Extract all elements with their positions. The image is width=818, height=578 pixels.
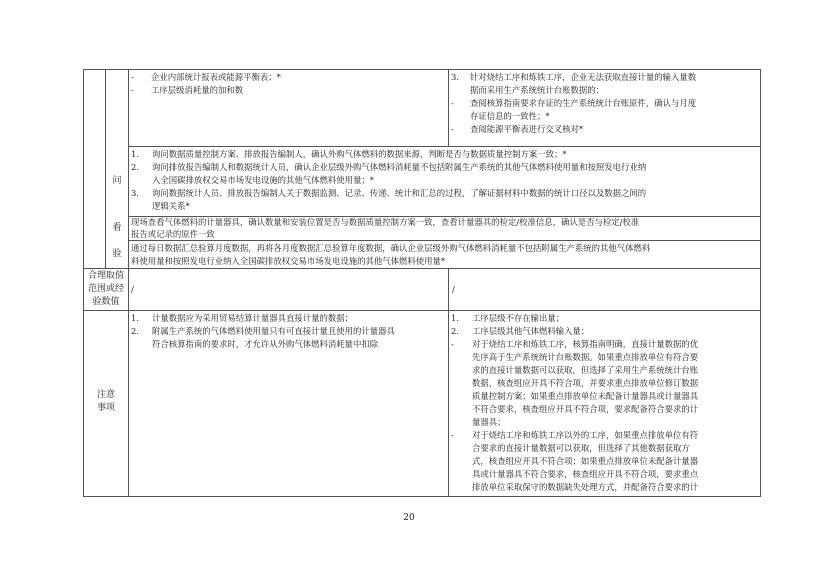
row-label: 范围或经 <box>87 284 124 294</box>
text-line: 据而采用生产系统统计台账数据的： <box>470 85 604 95</box>
text-line: 计量数据应为采用贸易结算计量器具直接计量的数据； <box>152 313 353 323</box>
text-line: 具或计量器具不符合要求，核查组应开具不符合项，要求重点 <box>472 469 699 479</box>
bullet-mark: - <box>451 124 454 134</box>
text-line: 对于烧结工序和炼铁工序以外的工序，如果重点排放单位有符 <box>472 430 699 440</box>
item-number: 2. <box>451 326 459 336</box>
text-line: 符合核算指南的要求时，才允许从外购气体燃料消耗量中扣除 <box>152 339 379 349</box>
text-line: 通过每日数据汇总验算月度数据，再将各月度数据汇总验算年度数据，确认企业层级外购气体燃料消耗量不包括附属生产系统的其他气体燃料 <box>131 243 651 253</box>
text-line: 现场查看气体燃料的计量器具，确认数量和安装位置是否与数据质量控制方案一致，查看计量器具的检定/校准信息，确认是否与检定/校准 <box>131 217 640 227</box>
text-line: 报告或记录的原件一致 <box>131 229 215 239</box>
text-line: 数据，核查组应开具不符合项，并要求重点排放单位修订数据 <box>472 378 699 388</box>
text-line: 工序层级不存在输出量； <box>472 313 565 323</box>
row-label: 注意 <box>96 390 115 400</box>
text-line: 询问排放报告编制人和数据统计人员，确认企业层级外购气体燃料消耗量不包括附属生产系统的其他气体燃料使用量和按照发电行业纳 <box>152 162 647 172</box>
item-number: 2. <box>131 326 139 336</box>
text-line: 针对烧结工序和炼铁工序，企业无法获取直接计量的输入量数 <box>470 72 697 82</box>
cell-value: / <box>452 284 455 294</box>
text-line: 质量控制方案；如果重点排放单位未配备计量器具或计量器具 <box>472 391 699 401</box>
bullet-mark: - <box>451 339 454 349</box>
text-line: 求的直接计量数据可以获取，但选择了采用生产系统统计台账 <box>472 365 699 375</box>
cell-value: / <box>131 284 134 294</box>
bullet-mark: - <box>131 72 134 82</box>
row-label: 验数值 <box>92 297 120 307</box>
item-number: 3. <box>451 72 459 82</box>
text-line: 入全国碳排放权交易市场发电设施的其他气体燃料使用量；* <box>152 175 374 185</box>
bullet-mark: - <box>131 85 134 95</box>
text-line: 查阅能源平衡表进行交叉核对* <box>470 124 584 134</box>
bullet-mark: - <box>451 98 454 108</box>
text-line: 不符合要求，核查组应开具不符合项，要求配备符合要求的计 <box>472 404 699 414</box>
ask-label: 问 <box>112 176 122 186</box>
item-number: 3. <box>131 188 139 198</box>
item-number: 2. <box>131 162 139 172</box>
item-number: 1. <box>131 313 139 323</box>
text-line: 合要求的直接计量数据可以获取，但选择了其他数据获取方 <box>472 443 690 453</box>
page-number: 20 <box>403 513 415 523</box>
verify-label: 验 <box>112 249 122 259</box>
text-line: 对于烧结工序和炼铁工序，核算指南明确，直接计量数据的优 <box>472 339 699 349</box>
text-line: 工序层级其他气体燃料输入量： <box>472 326 590 336</box>
item-number: 1. <box>131 149 139 159</box>
text-line: 询问数据质量控制方案、排放报告编制人，确认外购气体燃料的数据来源，判断是否与数据质量控制方案一致；* <box>152 149 567 159</box>
text-line: 排放单位采取保守的数据缺失处理方式，并配备符合要求的计 <box>472 482 699 492</box>
row-label: 合理取值 <box>87 271 124 281</box>
list-item: 工序层级消耗量的加和数 <box>151 85 244 95</box>
text-line: 查阅核算指南要求存证的生产系统统计台账原件，确认与月度 <box>470 98 697 108</box>
look-label: 看 <box>112 223 122 233</box>
text-line: 料使用量和按照发电行业纳入全国碳排放权交易市场发电设施的其他气体燃料使用量* <box>131 256 446 266</box>
text-line: 先序高于生产系统统计台账数据。如果重点排放单位有符合要 <box>472 352 699 362</box>
text-line: 附属生产系统的气体燃料使用量只有可直接计量且使用的计量器具 <box>152 326 395 336</box>
list-item: 企业内部统计报表或能源平衡表；* <box>151 72 281 82</box>
text-line: 存证信息的一致性；* <box>470 111 550 121</box>
row-label: 事项 <box>96 403 115 413</box>
text-line: 量器具； <box>472 417 506 427</box>
text-line: 询问数据统计人员、排放报告编制人关于数据监测、记录、传递、统计和汇总的过程，了解证据材料中数据的统计口径以及数据之间的 <box>152 188 647 198</box>
text-line: 式，核查组应开具不符合项；如果重点排放单位未配备计量器 <box>472 456 699 466</box>
item-number: 1. <box>451 313 459 323</box>
bullet-mark: - <box>451 430 454 440</box>
text-line: 逻辑关系* <box>152 201 190 211</box>
